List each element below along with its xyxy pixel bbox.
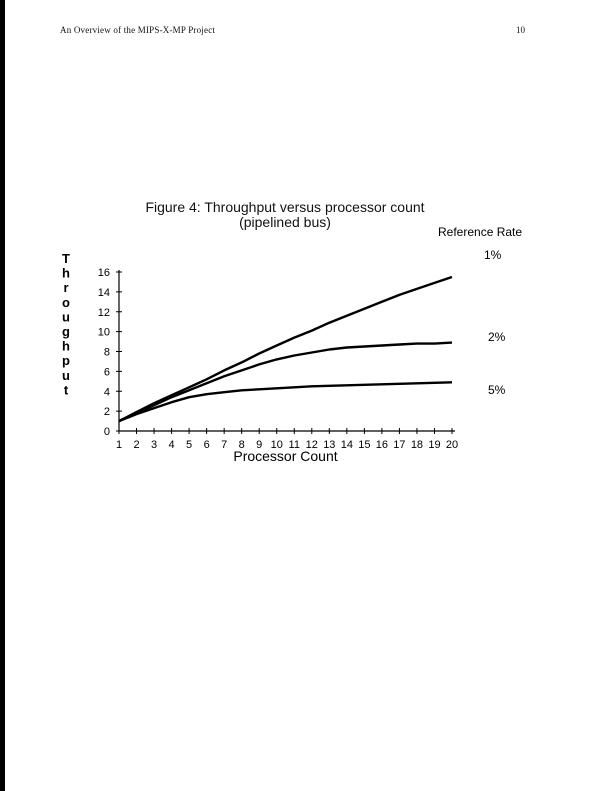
x-tick-label: 19 xyxy=(428,439,441,451)
x-tick-label: 10 xyxy=(270,439,283,451)
x-tick-label: 9 xyxy=(256,439,263,451)
x-tick-label: 7 xyxy=(221,439,228,451)
figure-title: Figure 4: Throughput versus processor count xyxy=(145,199,425,215)
y-axis-title-letter: r xyxy=(63,280,69,296)
x-tick-label: 3 xyxy=(150,439,158,451)
x-tick-label: 16 xyxy=(375,439,389,451)
y-axis-title-letter: p xyxy=(62,353,70,369)
y-tick-label: 14 xyxy=(97,286,110,299)
figure-subtitle: (pipelined bus) xyxy=(239,214,331,230)
x-tick-label: 11 xyxy=(288,439,300,451)
x-tick-label: 8 xyxy=(238,439,245,451)
series-line xyxy=(119,343,452,422)
y-tick-label: 6 xyxy=(103,366,110,379)
x-tick-label: 6 xyxy=(203,439,210,451)
y-tick-label: 4 xyxy=(103,386,110,399)
x-tick-label: 15 xyxy=(358,439,371,451)
series-line xyxy=(119,382,452,421)
y-axis-title-letter: u xyxy=(62,367,70,383)
y-axis-title-letter: o xyxy=(62,294,70,310)
y-axis-title-letter: T xyxy=(62,251,70,266)
x-tick-label: 2 xyxy=(133,439,140,451)
series-label: 5% xyxy=(488,383,506,397)
legend-title: Reference Rate xyxy=(438,225,523,239)
y-tick-label: 2 xyxy=(103,406,110,419)
y-tick-label: 0 xyxy=(103,426,110,438)
y-tick-label: 16 xyxy=(97,267,110,279)
running-header-title: An Overview of the MIPS-X-MP Project xyxy=(60,25,216,35)
y-tick-label: 8 xyxy=(103,346,110,359)
series-label: 1% xyxy=(484,248,502,262)
y-axis-title-letter: h xyxy=(62,338,70,354)
y-axis-title-letter: u xyxy=(62,309,70,325)
x-axis-title: Processor Count xyxy=(233,448,338,464)
y-axis-title-letter: h xyxy=(62,265,70,281)
x-tick-label: 1 xyxy=(115,439,123,451)
y-tick-label: 12 xyxy=(97,306,110,319)
series-label: 2% xyxy=(488,330,506,344)
y-tick-label: 10 xyxy=(97,326,110,339)
x-tick-label: 4 xyxy=(168,439,175,451)
y-axis-title-letter: t xyxy=(63,382,69,398)
x-tick-label: 13 xyxy=(323,439,336,451)
x-tick-label: 18 xyxy=(410,439,424,451)
y-axis-title-letter: g xyxy=(62,324,70,339)
page-number: 10 xyxy=(516,25,525,35)
x-tick-label: 5 xyxy=(186,439,193,451)
x-tick-label: 17 xyxy=(393,439,406,451)
x-tick-label: 20 xyxy=(445,439,459,451)
x-tick-label: 12 xyxy=(305,439,318,451)
x-tick-label: 14 xyxy=(340,439,353,451)
